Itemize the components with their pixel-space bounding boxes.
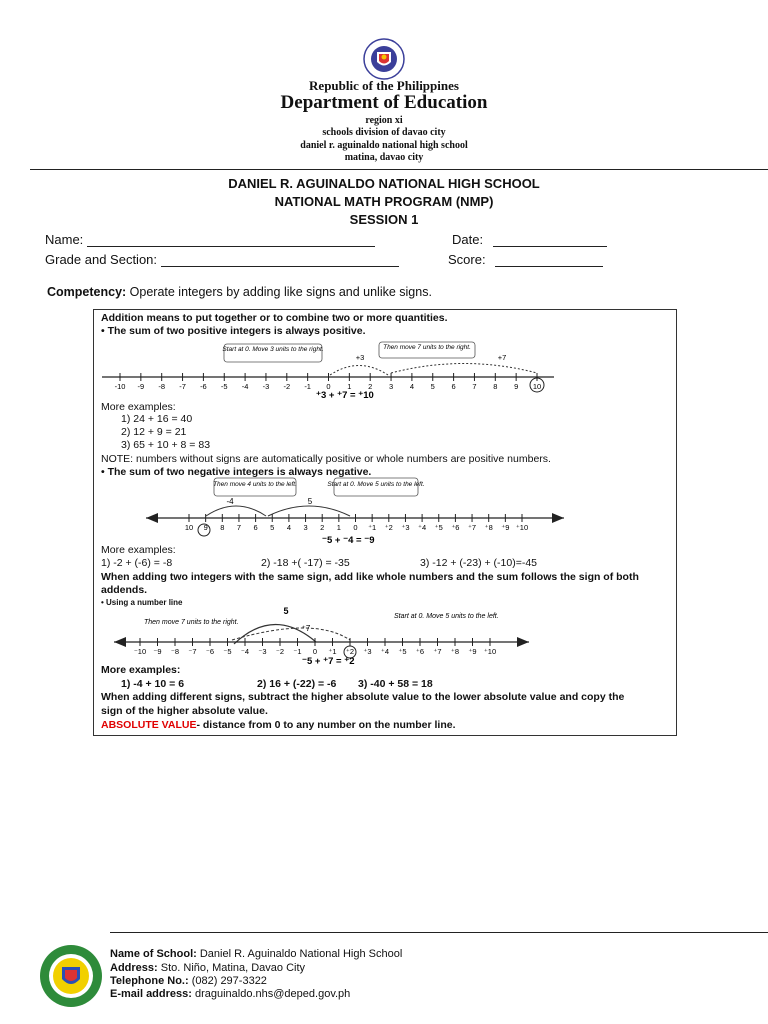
nl3-tick-label: ⁻6 [205, 647, 215, 656]
example-3-1: 1) -4 + 10 = 6 [121, 678, 185, 690]
nl2-tick-label: ⁺8 [484, 523, 493, 532]
nl1-tick-label: 7 [472, 382, 477, 391]
nl1-tick-label: -8 [158, 382, 166, 391]
nl3-tick-label: ⁺9 [468, 647, 477, 656]
nl2-tick-label: ⁺4 [418, 523, 427, 532]
note-text: NOTE: numbers without signs are automatically positive or whole numbers are positive numbers. [101, 453, 551, 465]
nl2-tick-label: ⁺1 [368, 523, 377, 532]
competency-text: Operate integers by adding like signs and unlike signs. [129, 285, 432, 299]
nl1-tick-label: 1 [347, 382, 352, 391]
nl3-tick-label: ⁺6 [415, 647, 425, 656]
nl2-tick-label: 10 [184, 523, 194, 532]
nl3-tick-label: ⁻4 [240, 647, 250, 656]
nl1-tick-label: 2 [368, 382, 373, 391]
footer-address-row [110, 962, 305, 975]
more-examples-1: More examples: [101, 401, 176, 413]
nl2-tick-label: 9 [203, 523, 208, 532]
more-examples-3: More examples: [101, 664, 181, 676]
footer-address-label: Address: [110, 962, 158, 974]
grade-field[interactable] [161, 254, 399, 267]
nl1-tick-label: -4 [241, 382, 249, 391]
nl1-tick-label: 8 [493, 382, 498, 391]
footer-telephone-row [110, 975, 267, 988]
score-field[interactable] [495, 254, 603, 267]
nl3-tick-label: ⁻10 [133, 647, 147, 656]
nl1-tick-label: -2 [283, 382, 291, 391]
nl2-tick-label: ⁺3 [401, 523, 410, 532]
nl1-tick-label: 0 [326, 382, 331, 391]
absolute-value-row [101, 719, 456, 731]
nl1-tick-label: -5 [220, 382, 228, 391]
address-lower-text: matina, davao city [344, 152, 424, 163]
nl2-tick-label: 7 [236, 523, 242, 532]
number-line-negative [94, 476, 676, 546]
example-3-2: 2) 16 + (-22) = -6 [257, 678, 337, 690]
footer-telephone-value: (082) 297-3322 [191, 975, 267, 987]
nl2-tick-label: 5 [270, 523, 275, 532]
nl3-tick-label: ⁺1 [328, 647, 337, 656]
example-2-1: 1) -2 + (-6) = -8 [101, 557, 173, 569]
nl2-tick-label: ⁺6 [451, 523, 460, 532]
nl1-tick-label: 3 [388, 382, 394, 391]
nl2-tick-label: 2 [320, 523, 325, 532]
nl1-arc1: +3 [355, 353, 365, 362]
example-1-2: 2) 12 + 9 = 21 [121, 426, 187, 438]
nl1-tick-label: 5 [430, 382, 435, 391]
nl1-tick-label: 4 [409, 382, 414, 391]
absolute-value-label: ABSOLUTE VALUE [101, 719, 197, 731]
footer-email-row [110, 988, 350, 1001]
school-logo [38, 943, 104, 1009]
nl2-tick-label: 0 [353, 523, 358, 532]
grade-label: Grade and Section: [45, 252, 158, 267]
nl3-tick-label: ⁻9 [153, 647, 162, 656]
nl1-tick-label: -9 [137, 382, 145, 391]
nl2-tick-label: 4 [286, 523, 291, 532]
footer-school-row [110, 948, 402, 961]
nl3-bubble1: Then move 7 units to the right. [144, 619, 239, 626]
region-text: region xi [365, 115, 403, 126]
grade-field-row [45, 252, 399, 267]
example-2-2: 2) -18 +( -17) = -35 [261, 557, 350, 569]
nl1-equation: ⁺3 + ⁺7 = ⁺10 [316, 390, 374, 401]
nl2-tick-label: ⁺10 [515, 523, 529, 532]
school-title: DANIEL R. AGUINALDO NATIONAL HIGH SCHOOL [228, 176, 540, 191]
nl1-tick-label: 9 [514, 382, 519, 391]
example-2-3: 3) -12 + (-23) + (-10)=-45 [420, 557, 538, 569]
nl1-bubble1: Start at 0. Move 3 units to the right. [222, 346, 324, 353]
nl2-tick-label: 3 [303, 523, 308, 532]
republic-text: Republic of the Philippines [309, 78, 459, 93]
score-label: Score: [448, 252, 486, 267]
nl3-arc2: ⁺7 [301, 624, 311, 633]
same-sign-rule-2: addends. [101, 584, 148, 596]
nl2-tick-label: ⁺7 [467, 523, 477, 532]
example-1-1: 1) 24 + 16 = 40 [121, 413, 193, 425]
nl3-bubble2: Start at 0. Move 5 units to the left. [394, 613, 499, 620]
nl2-arc2: 5 [307, 497, 313, 506]
nl1-tick-label: -3 [262, 382, 270, 391]
footer-name-value: Daniel R. Aguinaldo National High School [199, 948, 403, 960]
date-label: Date: [452, 232, 484, 247]
nl3-equation: ⁻5 + ⁺7 = ⁺2 [302, 656, 355, 667]
nl3-tick-label: ⁺8 [450, 647, 460, 656]
footer-address-value: Sto. Niño, Matina, Davao City [160, 962, 306, 974]
nl2-bubble2: Start at 0. Move 5 units to the left. [327, 481, 425, 488]
unlike-sign-rule-2: sign of the higher absolute value. [101, 705, 268, 717]
nl3-tick-label: ⁻1 [293, 647, 302, 656]
footer-name-label: Name of School: [110, 948, 197, 960]
nl3-arc1: 5 [283, 606, 289, 616]
deped-seal-logo [349, 38, 419, 80]
nl2-tick-label: ⁺2 [384, 523, 393, 532]
nl2-tick-label: 6 [253, 523, 258, 532]
school-lower-text: daniel r. aguinaldo national high school [300, 140, 468, 151]
session-title: SESSION 1 [349, 212, 419, 227]
nl1-tick-label: -6 [200, 382, 207, 391]
nl2-arc1: -4 [226, 497, 234, 506]
rule-negative: • The sum of two negative integers is always negative. [101, 466, 372, 478]
nl1-arc2: +7 [497, 353, 507, 362]
nl3-tick-label: ⁻3 [258, 647, 267, 656]
more-examples-2: More examples: [101, 544, 176, 556]
footer-divider [110, 932, 768, 933]
score-field-row [448, 252, 603, 267]
absolute-value-text: - distance from 0 to any number on the number line. [196, 719, 456, 731]
number-line-positive [94, 340, 676, 402]
example-3-3: 3) -40 + 58 = 18 [358, 678, 433, 690]
date-field-row [452, 232, 607, 247]
rule-positive: • The sum of two positive integers is always positive. [101, 325, 366, 337]
name-field-row [45, 232, 375, 247]
nl1-tick-label: 6 [451, 382, 456, 391]
nl3-tick-label: ⁺4 [380, 647, 390, 656]
lesson-box [93, 309, 677, 736]
intro-text: Addition means to put together or to combine two or more quantities. [101, 312, 448, 324]
nl2-tick-label: ⁺5 [434, 523, 443, 532]
nl3-tick-label: ⁻5 [223, 647, 232, 656]
name-field[interactable] [87, 234, 375, 247]
footer-email-label: E-mail address: [110, 988, 192, 1000]
name-label: Name: [45, 232, 84, 247]
nl3-tick-label: ⁻7 [188, 647, 197, 656]
header-divider [30, 169, 768, 170]
nl1-tick-label: -1 [304, 382, 311, 391]
example-1-3: 3) 65 + 10 + 8 = 83 [121, 439, 211, 451]
nl3-tick-label: ⁺7 [433, 647, 442, 656]
nl2-equation: ⁻5 + ⁻4 = ⁻9 [322, 535, 375, 546]
program-title: NATIONAL MATH PROGRAM (NMP) [274, 194, 494, 209]
nl2-tick-label: ⁺9 [501, 523, 510, 532]
nl3-tick-label: ⁻8 [170, 647, 180, 656]
department-text: Department of Education [280, 92, 488, 113]
competency-row [47, 285, 432, 299]
nl2-tick-label: 8 [220, 523, 225, 532]
nl1-tick-label: 10 [532, 382, 542, 391]
footer-telephone-label: Telephone No.: [110, 975, 189, 987]
unlike-sign-rule: When adding different signs, subtract the higher absolute value to the lower absolute value and copy the [101, 691, 625, 703]
nl1-tick-label: -10 [114, 382, 126, 391]
nl1-bubble2: Then move 7 units to the right. [383, 344, 471, 351]
nl3-tick-label: ⁺5 [398, 647, 407, 656]
date-field[interactable] [493, 234, 607, 247]
nl3-tick-label: ⁺10 [483, 647, 497, 656]
nl3-tick-label: 0 [312, 647, 318, 656]
footer-email-value: draguinaldo.nhs@deped.gov.ph [194, 988, 351, 1000]
using-number-line: • Using a number line [101, 598, 183, 607]
nl3-tick-label: ⁻2 [275, 647, 285, 656]
nl2-bubble1: Then move 4 units to the left. [213, 481, 297, 488]
division-text: schools division of davao city [322, 127, 446, 138]
nl1-tick-label: -7 [179, 382, 186, 391]
competency-label: Competency: [47, 285, 127, 299]
nl2-tick-label: 1 [336, 523, 341, 532]
number-line-mixed [94, 604, 676, 668]
nl3-tick-label: ⁺3 [363, 647, 372, 656]
same-sign-rule: When adding two integers with the same sign, add like whole numbers and the sum follows the sign of both [101, 571, 639, 583]
nl3-tick-label: ⁺2 [345, 647, 355, 656]
